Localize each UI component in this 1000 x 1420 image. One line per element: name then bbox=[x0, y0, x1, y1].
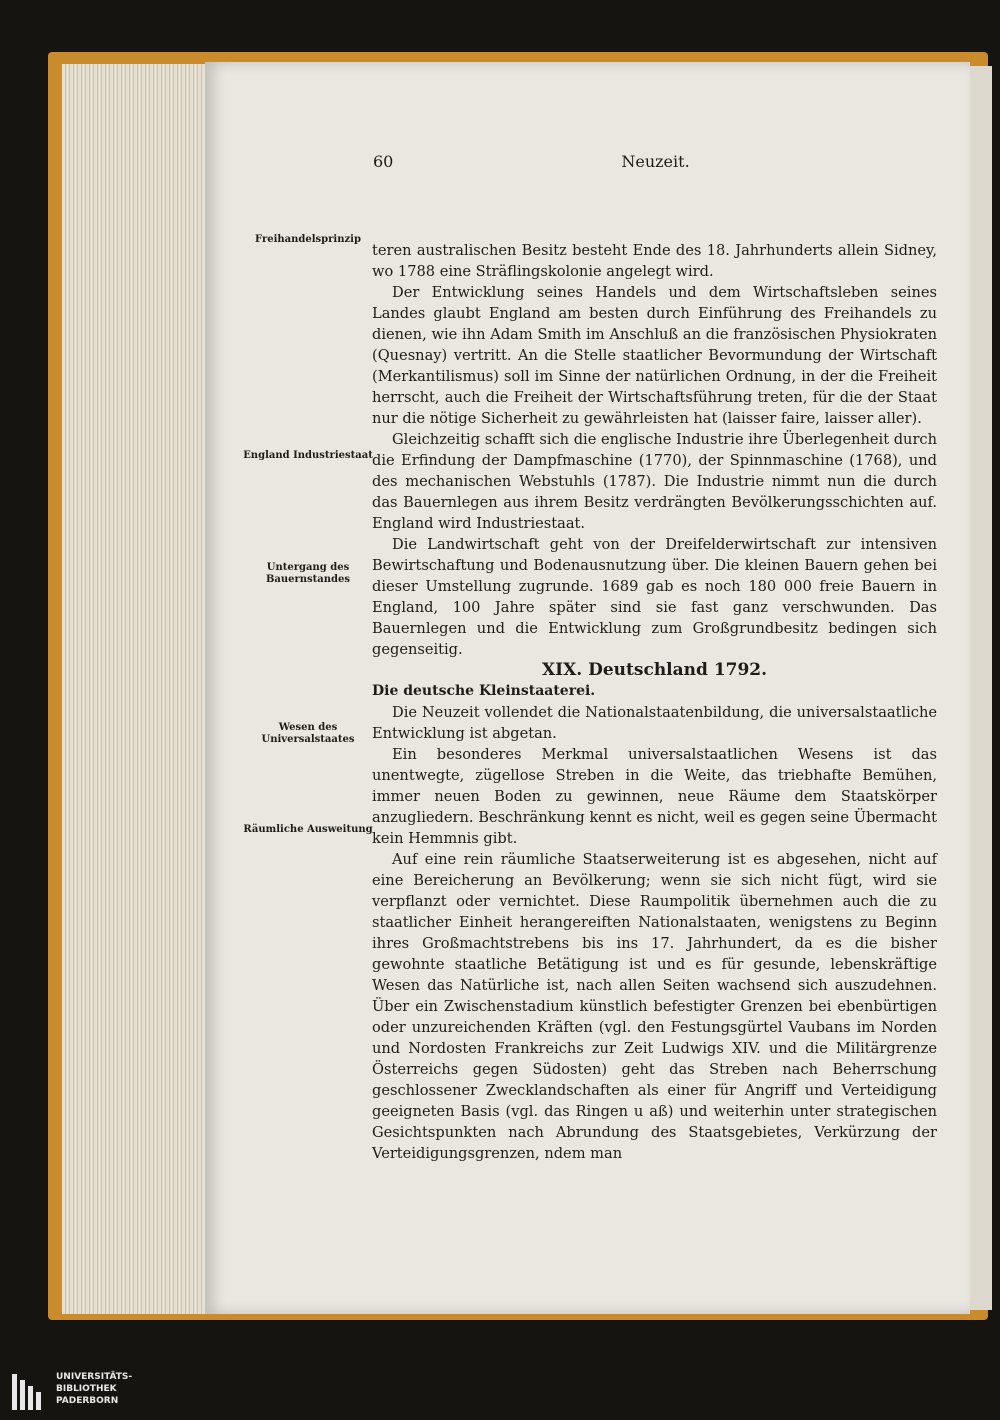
paragraph: Auf eine rein räumliche Staatserweiterung ist es abgesehen, nicht auf eine Bereicherung an Bevölkerung; wenn sie sich nicht fügt, wird sie verpflanzt oder vernichtet. Diese Raumpolitik übernehmen auch die zu staatlicher Einheit herangereiften Nationalstaaten, wenigstens zu Beginn ihres Großmachtstrebens bis ins 17. Jahrhundert, da es die bisher gewohnte staatliche Betätigung ist und es für gesunde, lebenskräftige Wesen das Natürliche ist, nach allen Seiten wachsend sich auszudehnen. Über ein Zwischenstadium künstlich befestigter Grenzen bei ebenbürtigen oder unzureichenden Kräften (vgl. den Festungsgürtel Vaubans im Norden und Nordosten Frankreichs zur Zeit Ludwigs XIV. und die Militärgrenze Österreichs gegen Südosten) geht das Streben nach Beherrschung geschlossener Zwecklandschaften als einer für Angriff und Verteidigung geeigneten Basis (vgl. das Ringen u aß) und weiterhin unter strategischen Gesichtspunkten nach Abrundung des Staatsgebietes, Verkürzung der Verteidigungsgrenzen, ndem man bbox=[372, 851, 937, 1162]
margin-note-wesen: Wesen des Universalstaates bbox=[261, 722, 355, 745]
facing-page-edge bbox=[970, 66, 992, 1310]
library-name-line: BIBLIOTHEK bbox=[56, 1384, 117, 1394]
section-heading: XIX. Deutschland 1792. bbox=[541, 660, 768, 680]
page-number: 60 bbox=[373, 152, 394, 171]
paragraph: Der Entwicklung seines Handels und dem Wirtschaftsleben seines Landes glaubt England am besten durch Einführung des Freihandels zu dienen, wie ihn Adam Smith im Anschluß an die französischen Physiokraten (Quesnay) vertritt. An die Stelle staatlicher Bevormundung der Wirtschaft (Merkantilismus) soll im Sinne der natürlichen Ordnung, in der die Freiheit herrscht, auch die Freiheit der Wirtschaftsführung treten, für die der Staat nur die nötige Sicherheit zu gewährleisten hat (laisser faire, laisser aller). bbox=[372, 284, 937, 427]
paragraph: Gleichzeitig schafft sich die englische Industrie ihre Überlegenheit durch die Erfindung der Dampfmaschine (1770), der Spinnmaschine (1768), und des mechanischen Webstuhls (1787). Die Industrie nimmt nun die durch das Bauernlegen aus ihrem Besitz verdrängten Bevölkerungsschichten auf. England wird Industriestaat. bbox=[372, 431, 937, 532]
page-header bbox=[373, 152, 938, 176]
running-title: Neuzeit. bbox=[621, 152, 690, 171]
paragraph: Die Neuzeit vollendet die Nationalstaatenbildung, die universalstaatliche Entwicklung ist abgetan. bbox=[372, 704, 937, 742]
library-name-line: PADERBORN bbox=[56, 1396, 119, 1406]
margin-note-untergang: Untergang des Bauernstandes bbox=[265, 562, 351, 585]
margin-note-freihandel: Freihandelsprinzip bbox=[255, 234, 361, 245]
book-page bbox=[205, 62, 970, 1314]
library-logo-icon bbox=[10, 1372, 48, 1412]
body-text bbox=[372, 240, 937, 1164]
library-name bbox=[56, 1371, 132, 1407]
library-name-line: UNIVERSITÄTS- bbox=[56, 1372, 133, 1382]
paragraph: Ein besonderes Merkmal universalstaatlichen Wesens ist das unentwegte, zügellose Streben in die Weite, das triebhafte Bemühen, immer neuen Boden zu gewinnen, neue Räume dem Staatskörper anzugliedern. Beschränkung kennt es nicht, weil es gegen seine Übermacht kein Hemmnis gibt. bbox=[372, 746, 937, 847]
margin-note-raeumliche: Räumliche Ausweitung bbox=[243, 824, 373, 835]
page-edges bbox=[62, 64, 212, 1314]
paragraph: Die Landwirtschaft geht von der Dreifelderwirtschaft zur intensiven Bewirtschaftung und Bodenausnutzung über. Die kleinen Bauern gehen bei dieser Umstellung zugrunde. 1689 gab es noch 180 000 freie Bauern in England, 100 Jahre später sind sie fast ganz verschwunden. Das Bauernlegen und die Entwicklung zum Großgrundbesitz bedingen sich gegenseitig. bbox=[372, 536, 937, 658]
library-logo bbox=[6, 1366, 156, 1416]
margin-note-england: England Industriestaat bbox=[243, 450, 373, 461]
section-subheading: Die deutsche Kleinstaaterei. bbox=[372, 683, 596, 699]
paragraph: teren australischen Besitz besteht Ende des 18. Jahrhunderts allein Sidney, wo 1788 eine Sträflingskolonie angelegt wird. bbox=[372, 242, 937, 280]
